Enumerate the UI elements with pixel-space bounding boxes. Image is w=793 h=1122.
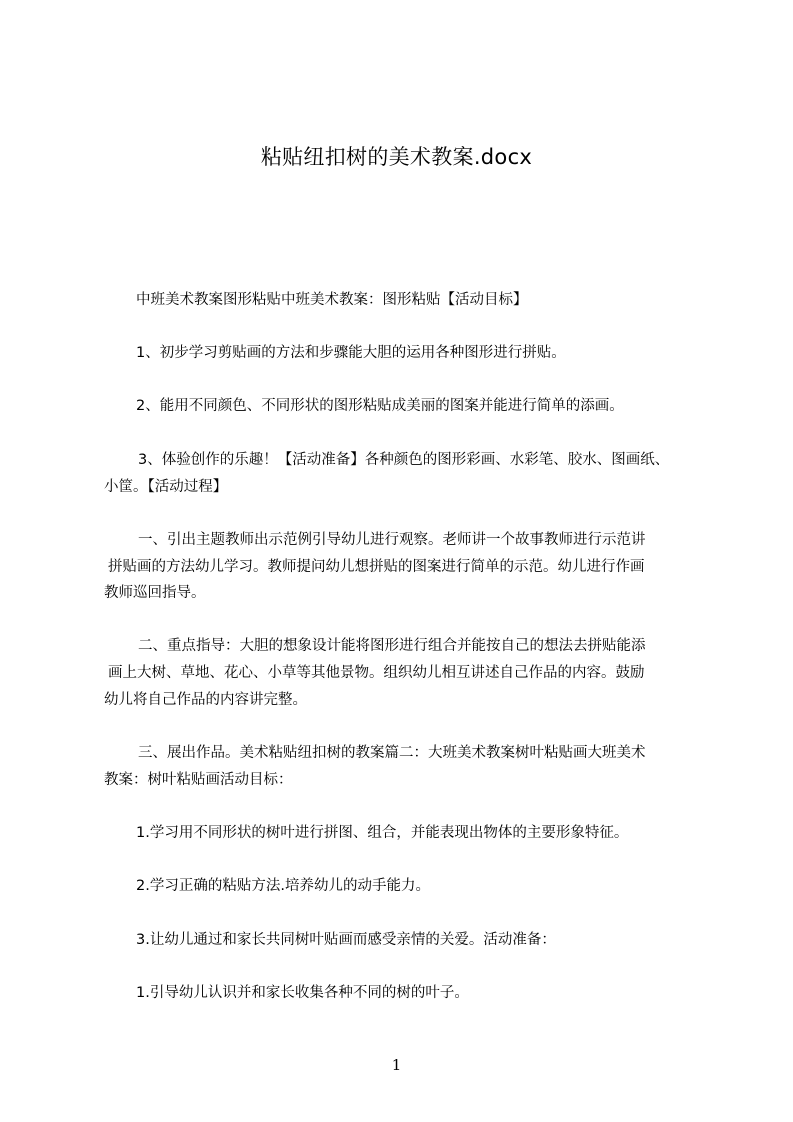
text-line: 画上大树、草地、花心、小草等其他景物。组织幼儿相互讲述自己作品的内容。鼓励 (108, 665, 645, 681)
text-line: 三、展出作品。美术粘贴纽扣树的教案篇二：大班美术教案树叶粘贴画大班美术 (138, 745, 646, 761)
text-line: 1.引导幼儿认识并和家长收集各种不同的树的叶子。 (136, 985, 469, 1001)
text-line: 2.学习正确的粘贴方法.培养幼儿的动手能力。 (136, 878, 430, 894)
text-line: 3.让幼儿通过和家长共同树叶贴画而感受亲情的关爱。活动准备： (136, 932, 556, 948)
document-title: 粘贴纽扣树的美术教案.docx (260, 145, 533, 169)
text-line: 1.学习用不同形状的树叶进行拼图、组合，并能表现出物体的主要形象特征。 (136, 825, 629, 841)
text-line: 1、初步学习剪贴画的方法和步骤能大胆的运用各种图形进行拼贴。 (136, 345, 566, 361)
text-line: 小筐。【活动过程】 (104, 479, 228, 495)
text-line: 教案：树叶粘贴画活动目标： (104, 772, 293, 788)
text-line: 二、重点指导：大胆的想象设计能将图形进行组合并能按自己的想法去拼贴能添 (138, 638, 646, 654)
text-line: 一、引出主题教师出示范例引导幼儿进行观察。老师讲一个故事教师进行示范讲 (138, 532, 646, 548)
text-line: 教师巡回指导。 (104, 585, 206, 601)
text-line: 拼贴画的方法幼儿学习。教师提问幼儿想拼贴的图案进行简单的示范。幼儿进行作画 (108, 559, 645, 575)
text-line: 中班美术教案图形粘贴中班美术教案：图形粘贴【活动目标】 (136, 292, 528, 308)
page-number: 1 (391, 1056, 402, 1074)
text-line: 幼儿将自己作品的内容讲完整。 (104, 692, 307, 708)
text-line: 3、体验创作的乐趣！【活动准备】各种颜色的图形彩画、水彩笔、胶水、图画纸、 (138, 452, 670, 468)
text-line: 2、能用不同颜色、不同形状的图形粘贴成美丽的图案并能进行简单的添画。 (136, 398, 624, 414)
